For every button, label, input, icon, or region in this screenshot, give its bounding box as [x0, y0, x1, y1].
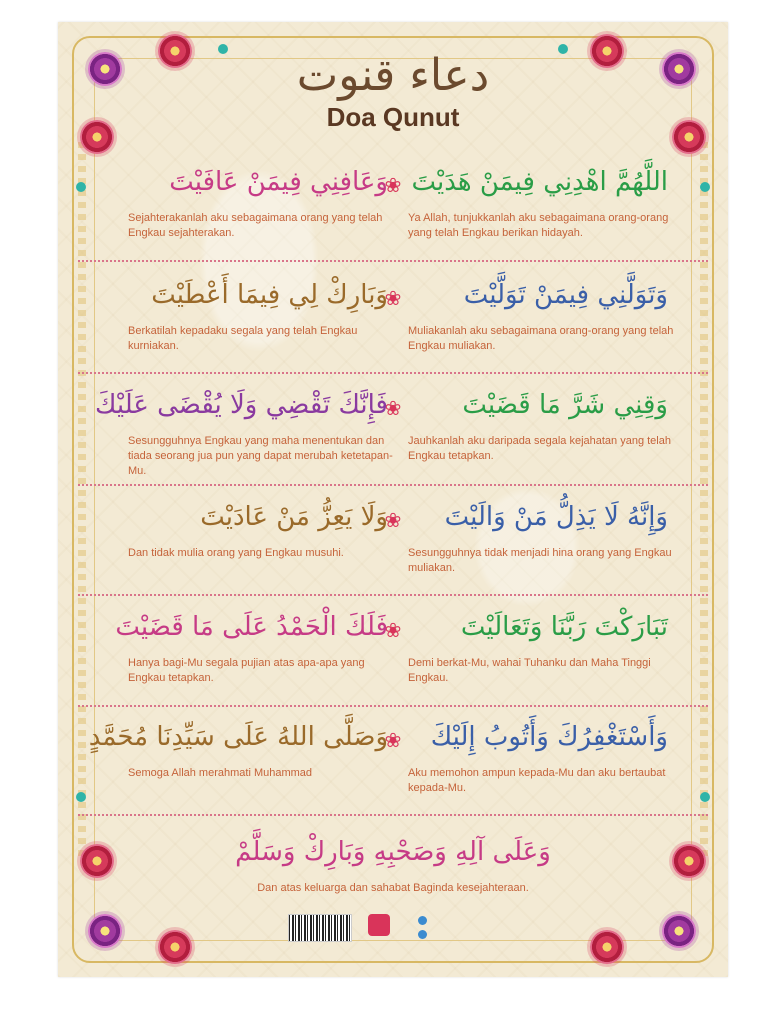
arabic-verse-left: وَعَافِنِي فِيمَنْ عَافَيْتَ [169, 167, 388, 197]
final-arabic-verse: وَعَلَى آلِهِ وَصَحْبِهِ وَبَارِكْ وَسَلَّمْ [235, 837, 551, 867]
flower-separator-icon: ❀ [384, 508, 402, 532]
doa-row [118, 502, 672, 594]
arabic-verse-left: فَإِنَّكَ تَقْضِي وَلَا يُقْضَى عَلَيْكَ [94, 390, 388, 420]
translation-right: Muliakanlah aku sebagaimana orang-orang yang telah Engkau muliakan. [408, 325, 674, 352]
translation-left: Sesungguhnya Engkau yang maha menentukan dan tiada seorang jua pun yang dapat merubah ketetapan-Mu. [128, 435, 393, 477]
social-media-icon [418, 930, 427, 939]
translation-right: Aku memohon ampun kepada-Mu dan aku bertaubat kepada-Mu. [408, 767, 666, 794]
flower-separator-icon: ❀ [384, 173, 402, 197]
flower-separator-icon: ❀ [384, 618, 402, 642]
flower-ornament-icon [158, 930, 192, 964]
flower-separator-icon: ❀ [384, 728, 402, 752]
arabic-verse-right: وَأَسْتَغْفِرُكَ وَأَتُوبُ إِلَيْكَ [430, 722, 668, 752]
flower-ornament-icon [590, 930, 624, 964]
teal-dot-ornament [700, 792, 710, 802]
translation-left: Berkatilah kepadaku segala yang telah Engkau kurniakan. [128, 325, 358, 352]
translation-right: Sesungguhnya tidak menjadi hina orang yang Engkau muliakan. [408, 547, 672, 574]
teal-dot-ornament [76, 792, 86, 802]
title-arabic: دعاء قنوت [296, 50, 490, 101]
arabic-verse-left: فَلَكَ الْحَمْدُ عَلَى مَا قَضَيْتَ [115, 612, 388, 642]
right-border-ornament [700, 142, 708, 857]
arabic-verse-left: وَلَا يَعِزُّ مَنْ عَادَيْتَ [200, 502, 388, 532]
doa-row [88, 722, 668, 814]
dotted-divider [78, 705, 708, 707]
arabic-verse-right: اللَّهُمَّ اهْدِنِي فِيمَنْ هَدَيْتَ [411, 167, 668, 197]
arabic-verse-left: وَصَلَّى اللهُ عَلَى سَيِّدِنَا مُحَمَّدٍ [88, 722, 388, 752]
doa-row [118, 280, 674, 372]
arabic-verse-right: وَقِنِي شَرَّ مَا قَضَيْتَ [462, 390, 668, 420]
social-media-icon [418, 916, 427, 925]
flower-ornament-icon [88, 914, 122, 948]
footer [288, 914, 518, 944]
publisher-logo [368, 914, 390, 936]
translation-left: Semoga Allah merahmati Muhammad [128, 767, 313, 779]
translation-left: Hanya bagi-Mu segala pujian atas apa-apa yang Engkau tetapkan. [128, 657, 365, 684]
translation-right: Jauhkanlah aku daripada segala kejahatan yang telah Engkau tetapkan. [408, 435, 671, 462]
flower-ornament-icon [662, 914, 696, 948]
doa-qunut-poster [58, 22, 728, 977]
dotted-divider [78, 484, 708, 486]
dotted-divider [78, 260, 708, 262]
flower-separator-icon: ❀ [384, 396, 402, 420]
translation-left: Sejahterakanlah aku sebagaimana orang yang telah Engkau sejahterakan. [128, 212, 383, 239]
final-translation: Dan atas keluarga dan sahabat Baginda kesejahteraan. [257, 882, 529, 894]
doa-row [115, 612, 668, 704]
left-border-ornament [78, 142, 86, 857]
teal-dot-ornament [76, 182, 86, 192]
arabic-verse-right: وَتَوَلَّنِي فِيمَنْ تَوَلَّيْتَ [463, 280, 668, 310]
dotted-divider [78, 814, 708, 816]
title-latin: Doa Qunut [326, 102, 460, 132]
arabic-verse-right: وَإِنَّهُ لَا يَذِلُّ مَنْ وَالَيْتَ [444, 502, 668, 532]
teal-dot-ornament [700, 182, 710, 192]
dotted-divider [78, 594, 708, 596]
arabic-verse-right: تَبَارَكْتَ رَبَّنَا وَتَعَالَيْتَ [460, 612, 668, 642]
translation-right: Ya Allah, tunjukkanlah aku sebagaimana orang-orang yang telah Engkau berikan hidayah. [408, 212, 669, 239]
translation-right: Demi berkat-Mu, wahai Tuhanku dan Maha Tinggi Engkau. [408, 657, 651, 684]
flower-separator-icon: ❀ [384, 286, 402, 310]
doa-row [118, 167, 668, 259]
barcode [288, 914, 352, 942]
dotted-divider [78, 372, 708, 374]
arabic-verse-left: وَبَارِكْ لِي فِيمَا أَعْطَيْتَ [151, 280, 388, 310]
translation-left: Dan tidak mulia orang yang Engkau musuhi. [128, 547, 344, 559]
doa-row [94, 390, 671, 482]
